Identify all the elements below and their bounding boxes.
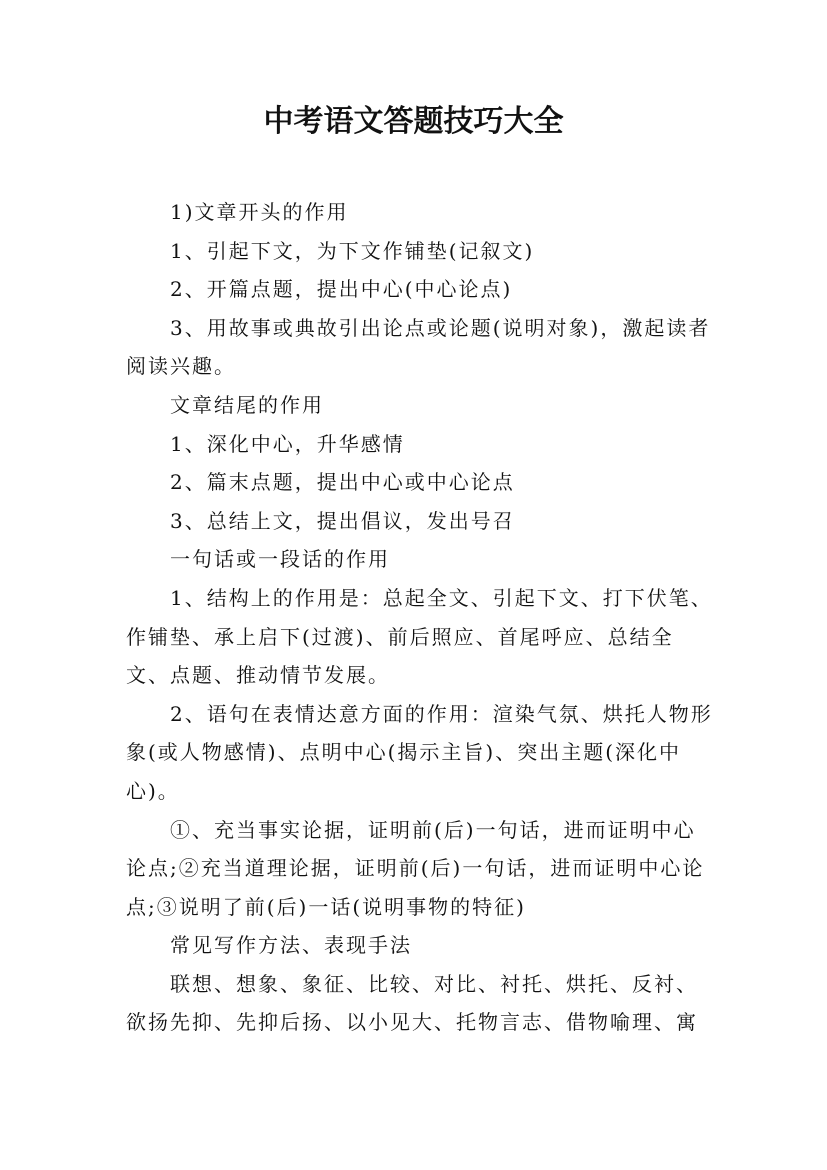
paragraph-methods-heading: 常见写作方法、表现手法 <box>170 933 412 958</box>
paragraph-sentence-2: 2、语句在表情达意方面的作用：渲染气氛、烘托人物形象(或人物感情)、点明中心(揭示主旨)、突出主题(深化中心)。 <box>126 701 713 803</box>
page-title: 中考语文答题技巧大全 <box>263 104 564 139</box>
paragraph-sentence-heading: 一句话或一段话的作用 <box>170 547 390 572</box>
paragraph-ending-2: 2、篇末点题，提出中心或中心论点 <box>170 470 515 495</box>
paragraph-opening-2: 2、开篇点题，提出中心(中心论点) <box>170 277 513 302</box>
paragraph-sentence-1: 1、结构上的作用是：总起全文、引起下文、打下伏笔、作铺垫、承上启下(过渡)、前后照应、首尾呼应、总结全文、点题、推动情节发展。 <box>126 585 713 688</box>
paragraph-methods-list: 联想、想象、象征、比较、对比、衬托、烘托、反衬、欲扬先抑、先抑后扬、以小见大、托物言志、借物喻理、寓 <box>126 971 698 1035</box>
paragraph-opening-3: 3、用故事或典故引出论点或论题(说明对象)，激起读者阅读兴趣。 <box>126 315 711 379</box>
paragraph-ending-3: 3、总结上文，提出倡议，发出号召 <box>170 508 515 533</box>
paragraph-arguments: ①、充当事实论据，证明前(后)一句话，进而证明中心论点;②充当道理论据，证明前(后)一句话，进而证明中心论点;③说明了前(后)一话(说明事物的特征) <box>126 817 705 919</box>
paragraph-ending-heading: 文章结尾的作用 <box>170 392 324 417</box>
paragraph-opening-1: 1、引起下文，为下文作铺垫(记叙文) <box>170 238 535 263</box>
paragraph-opening-heading: 1)文章开头的作用 <box>170 200 349 224</box>
paragraph-ending-1: 1、深化中心，升华感情 <box>170 431 405 456</box>
document-body <box>126 193 716 1042</box>
